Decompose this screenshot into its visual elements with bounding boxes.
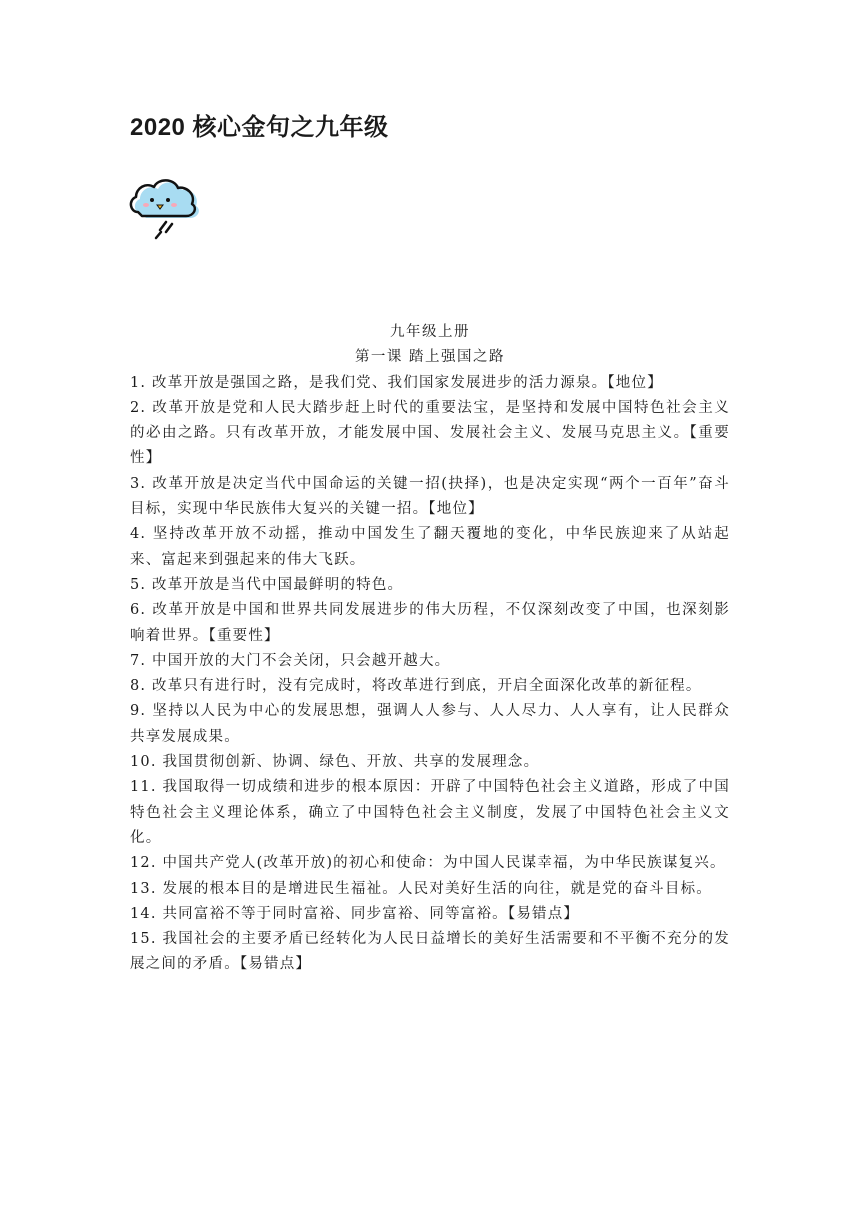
page-title: 2020 核心金句之九年级 (130, 114, 389, 141)
list-item: 7. 中国开放的大门不会关闭，只会越开越大。 (130, 652, 451, 669)
list-item: 10. 我国贯彻创新、协调、绿色、开放、共享的发展理念。 (130, 754, 540, 771)
list-item: 4. 坚持改革开放不动摇，推动中国发生了翻天覆地的变化，中华民族迎来了从站起来、富起来到强起来的伟大飞跃。 (130, 526, 730, 568)
list-item: 9. 坚持以人民为中心的发展思想，强调人人参与、人人尽力、人人享有，让人民群众共享发展成果。 (130, 703, 730, 745)
list-item: 11. 我国取得一切成绩和进步的根本原因：开辟了中国特色社会主义道路，形成了中国特色社会主义理论体系，确立了中国特色社会主义制度，发展了中国特色社会主义文化。 (130, 779, 730, 846)
list-item: 12. 中国共产党人(改革开放)的初心和使命：为中国人民谋幸福，为中华民族谋复兴。 (130, 855, 726, 872)
list-item: 15. 我国社会的主要矛盾已经转化为人民日益增长的美好生活需要和不平衡不充分的发展之间的矛盾。【易错点】 (130, 931, 730, 973)
list-item: 2. 改革开放是党和人民大踏步赶上时代的重要法宝，是坚持和发展中国特色社会主义的必由之路。只有改革开放，才能发展中国、发展社会主义、发展马克思主义。【重要性】 (130, 399, 730, 467)
list-item: 8. 改革只有进行时，没有完成时，将改革进行到底，开启全面深化改革的新征程。 (130, 678, 702, 695)
list-item: 1. 改革开放是强国之路，是我们党、我们国家发展进步的活力源泉。【地位】 (130, 374, 663, 391)
list-item: 5. 改革开放是当代中国最鲜明的特色。 (130, 576, 404, 593)
list-item: 6. 改革开放是中国和世界共同发展进步的伟大历程，不仅深刻改变了中国，也深刻影响着世界。【重要性】 (130, 602, 730, 644)
list-item: 3. 改革开放是决定当代中国命运的关键一招(抉择)，也是决定实现“两个一百年”奋斗目标，实现中华民族伟大复兴的关键一招。【地位】 (130, 475, 730, 518)
list-item: 14. 共同富裕不等于同时富裕、同步富裕、同等富裕。【易错点】 (130, 905, 580, 922)
lesson-heading: 第一课 踏上强国之路 (354, 349, 506, 366)
document-body (130, 320, 730, 978)
item-list (130, 371, 730, 978)
list-item: 13. 发展的根本目的是增进民生福祉。人民对美好生活的向往，就是党的奋斗目标。 (130, 880, 712, 897)
volume-heading: 九年级上册 (390, 324, 470, 340)
cloud-rain-sticker-icon (128, 172, 208, 244)
